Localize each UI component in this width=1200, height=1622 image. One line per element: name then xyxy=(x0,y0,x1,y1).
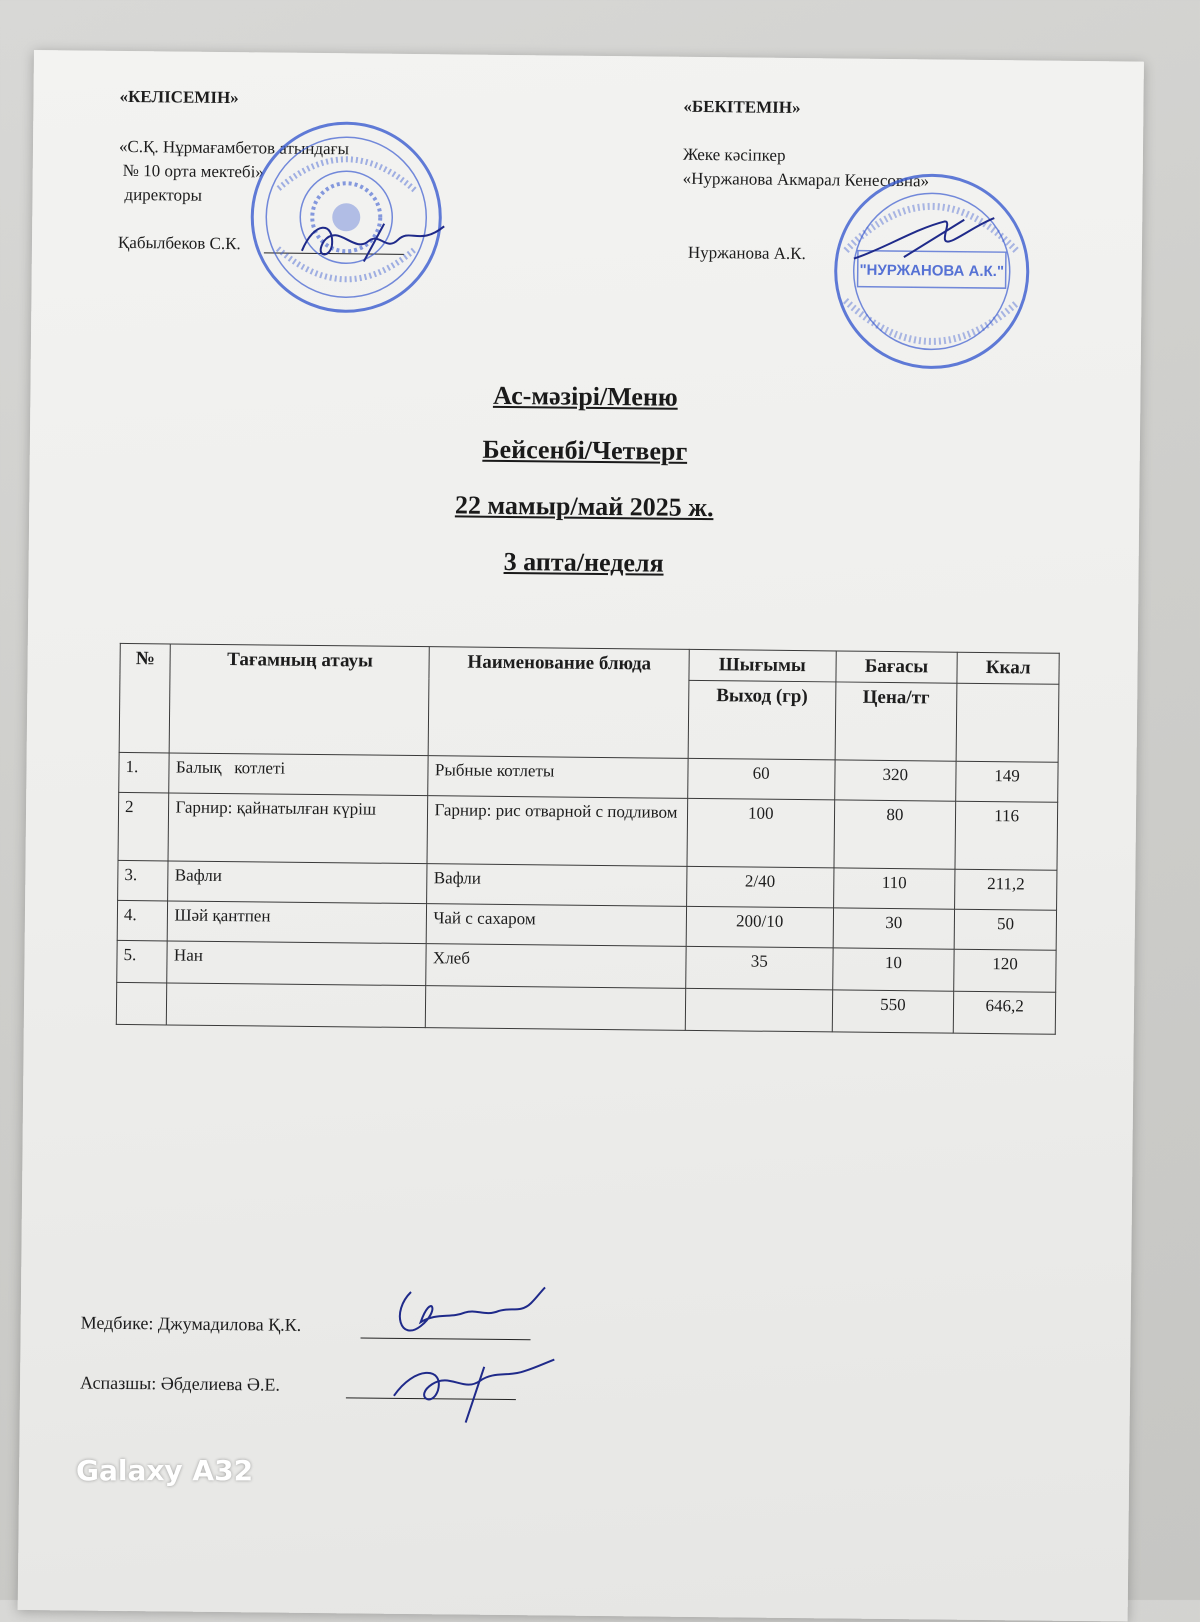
header-price-ru: Цена/тг xyxy=(835,682,957,761)
menu-table xyxy=(116,643,1060,1035)
row-name-kz: Вафли xyxy=(168,861,427,904)
row-name-ru: Рыбные котлеты xyxy=(428,756,688,799)
row-yield: 35 xyxy=(686,946,833,990)
header-kcal-empty xyxy=(956,683,1059,762)
table-row xyxy=(118,792,1058,870)
row-name-ru: Гарнир: рис отварной с подливом xyxy=(427,796,687,867)
school-line-3: директоры xyxy=(124,184,203,205)
row-yield: 200/10 xyxy=(686,906,833,948)
entrepreneur-line-1: Жеке кәсіпкер xyxy=(682,144,786,165)
row-kcal: 50 xyxy=(954,909,1056,950)
menu-title: Ас-мәзірі/Меню xyxy=(492,380,678,412)
row-price: 80 xyxy=(834,800,956,869)
table-header-row xyxy=(120,643,1059,684)
row-name-kz: Шәй қантпен xyxy=(168,901,427,944)
row-name-kz: Балық котлеті xyxy=(169,753,428,796)
row-yield: 2/40 xyxy=(687,866,834,908)
total-price: 550 xyxy=(832,990,954,1033)
total-empty-cell xyxy=(426,986,686,1031)
total-empty-cell xyxy=(167,983,426,1028)
school-line-2: № 10 орта мектебі» xyxy=(122,160,264,182)
director-signer: Қабылбеков С.К. xyxy=(117,232,241,254)
row-num: 4. xyxy=(117,900,168,941)
header-price-kz: Бағасы xyxy=(835,651,957,683)
row-kcal: 149 xyxy=(956,761,1058,802)
row-name-kz: Нан xyxy=(167,941,426,986)
row-name-ru: Вафли xyxy=(427,864,687,907)
header-yield-ru: Выход (гр) xyxy=(688,680,835,760)
row-num: 3. xyxy=(118,860,169,901)
row-kcal: 211,2 xyxy=(955,869,1057,910)
total-empty-cell xyxy=(685,988,832,1032)
stamp-name-text: "НУРЖАНОВА А.К." xyxy=(859,261,1005,281)
header-kcal: Ккал xyxy=(957,652,1059,684)
total-empty-cell xyxy=(116,982,167,1025)
entrepreneur-signer: Нуржанова А.К. xyxy=(687,242,806,264)
row-price: 10 xyxy=(832,948,954,991)
row-price: 30 xyxy=(833,908,955,949)
nurse-line: Медбике: Джумадилова Қ.К. xyxy=(80,1312,302,1335)
total-kcal: 646,2 xyxy=(953,991,1055,1034)
row-kcal: 120 xyxy=(954,949,1056,992)
row-yield: 60 xyxy=(688,758,835,800)
row-name-kz: Гарнир: қайнатылған күріш xyxy=(168,793,428,864)
header-yield-kz: Шығымы xyxy=(689,649,836,682)
approval-right-title: «БЕКІТЕМІН» xyxy=(683,96,801,118)
entrepreneur-seal-stamp xyxy=(831,170,1033,372)
cook-signature xyxy=(384,1346,565,1428)
camera-watermark: Galaxy A32 xyxy=(76,1454,254,1487)
row-num: 2 xyxy=(118,792,169,861)
nurse-signature xyxy=(380,1282,561,1354)
row-yield: 100 xyxy=(687,798,834,868)
row-num: 1. xyxy=(119,752,170,793)
row-name-ru: Хлеб xyxy=(426,944,686,989)
row-price: 320 xyxy=(834,760,956,801)
date-title: 22 мамыр/май 2025 ж. xyxy=(454,490,714,523)
table-total-row xyxy=(116,982,1055,1034)
director-signature xyxy=(294,211,455,273)
row-kcal: 116 xyxy=(955,801,1057,870)
paper-sheet xyxy=(18,50,1144,1622)
header-name-kz: Тағамның атауы xyxy=(170,644,430,756)
row-num: 5. xyxy=(117,940,168,983)
row-name-ru: Чай с сахаром xyxy=(427,904,687,947)
approval-left-title: «КЕЛІСЕМІН» xyxy=(119,86,239,108)
cook-line: Аспазшы: Әбделиева Ә.Е. xyxy=(79,1372,281,1395)
row-price: 110 xyxy=(833,868,955,909)
entrepreneur-line-2: «Нуржанова Акмарал Кенесовна» xyxy=(682,168,930,191)
header-num: № xyxy=(119,643,171,753)
entrepreneur-signature xyxy=(844,208,1005,270)
header-name-ru: Наименование блюда xyxy=(429,647,690,759)
day-title: Бейсенбі/Четверг xyxy=(482,434,688,466)
school-line-1: «С.Қ. Нұрмағамбетов атындағы xyxy=(118,136,350,159)
week-title: 3 апта/неделя xyxy=(503,546,664,578)
